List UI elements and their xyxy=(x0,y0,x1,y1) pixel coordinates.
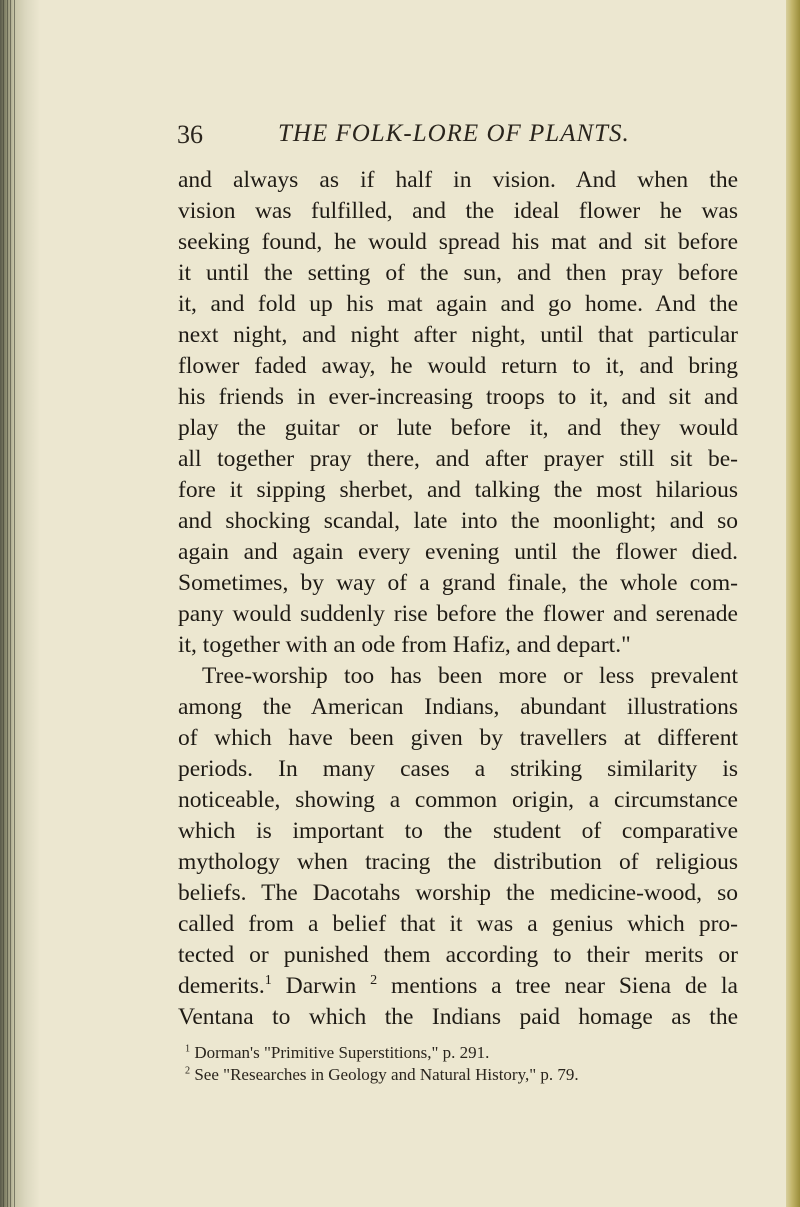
text-line: which is important to the student of comparative xyxy=(178,818,738,844)
footnote-marker: 2 xyxy=(185,1065,191,1077)
footnote-marker: 1 xyxy=(185,1043,191,1055)
text-line: called from a belief that it was a genius which pro- xyxy=(178,911,738,937)
text-line: flower faded away, he would return to it, and bring xyxy=(178,353,738,379)
text-line: mythology when tracing the distribution of religious xyxy=(178,849,738,875)
text-line: again and again every evening until the flower died. xyxy=(178,539,738,565)
text-line: of which have been given by travellers at different xyxy=(178,725,738,751)
page-number: 36 xyxy=(177,120,203,149)
text-line: beliefs. The Dacotahs worship the medicine-wood, so xyxy=(178,880,738,906)
text-line: his friends in ever-increasing troops to it, and sit and xyxy=(178,384,738,410)
text-line: vision was fulfilled, and the ideal flower he was xyxy=(178,198,738,224)
text-line: tected or punished them according to their merits or xyxy=(178,942,738,968)
text-line: Sometimes, by way of a grand finale, the whole com- xyxy=(178,570,738,596)
text-line: fore it sipping sherbet, and talking the most hilarious xyxy=(178,477,738,503)
text-line: periods. In many cases a striking similarity is xyxy=(178,756,738,782)
footnote-reference-2: 2 xyxy=(370,972,378,989)
text-line: Tree-worship too has been more or less prevalent xyxy=(202,663,738,689)
text-line: and always as if half in vision. And when the xyxy=(178,167,738,193)
footnote xyxy=(185,1042,745,1064)
footnote xyxy=(185,1064,745,1086)
text-line: and shocking scandal, late into the moonlight; and so xyxy=(178,508,738,534)
text-line: pany would suddenly rise before the flower and serenade xyxy=(178,601,738,627)
footnote-text: See "Researches in Geology and Natural History," p. 79. xyxy=(190,1065,579,1084)
text-span: mentions a tree near Siena de la xyxy=(377,973,738,999)
text-line: seeking found, he would spread his mat and sit before xyxy=(178,229,738,255)
footnote-reference-1: 1 xyxy=(264,972,272,989)
text-span: Darwin xyxy=(271,973,371,999)
text-line: Ventana to which the Indians paid homage as the xyxy=(178,1004,738,1030)
text-line: noticeable, showing a common origin, a circumstance xyxy=(178,787,738,813)
text-line: next night, and night after night, until that particular xyxy=(178,322,738,348)
text-line: it, together with an ode from Hafiz, and depart." xyxy=(178,632,631,658)
text-line: play the guitar or lute before it, and they would xyxy=(178,415,738,441)
text-span: demerits. xyxy=(178,973,265,999)
text-line: it, and fold up his mat again and go home. And the xyxy=(178,291,738,317)
text-line: all together pray there, and after prayer still sit be- xyxy=(178,446,738,472)
text-line: among the American Indians, abundant illustrations xyxy=(178,694,738,720)
text-line: it until the setting of the sun, and then pray before xyxy=(178,260,738,286)
running-title: THE FOLK-LORE OF PLANTS. xyxy=(278,120,630,147)
text-line-with-references xyxy=(178,971,738,1001)
footnote-text: Dorman's "Primitive Superstitions," p. 291. xyxy=(190,1043,490,1062)
page-header xyxy=(0,120,800,160)
